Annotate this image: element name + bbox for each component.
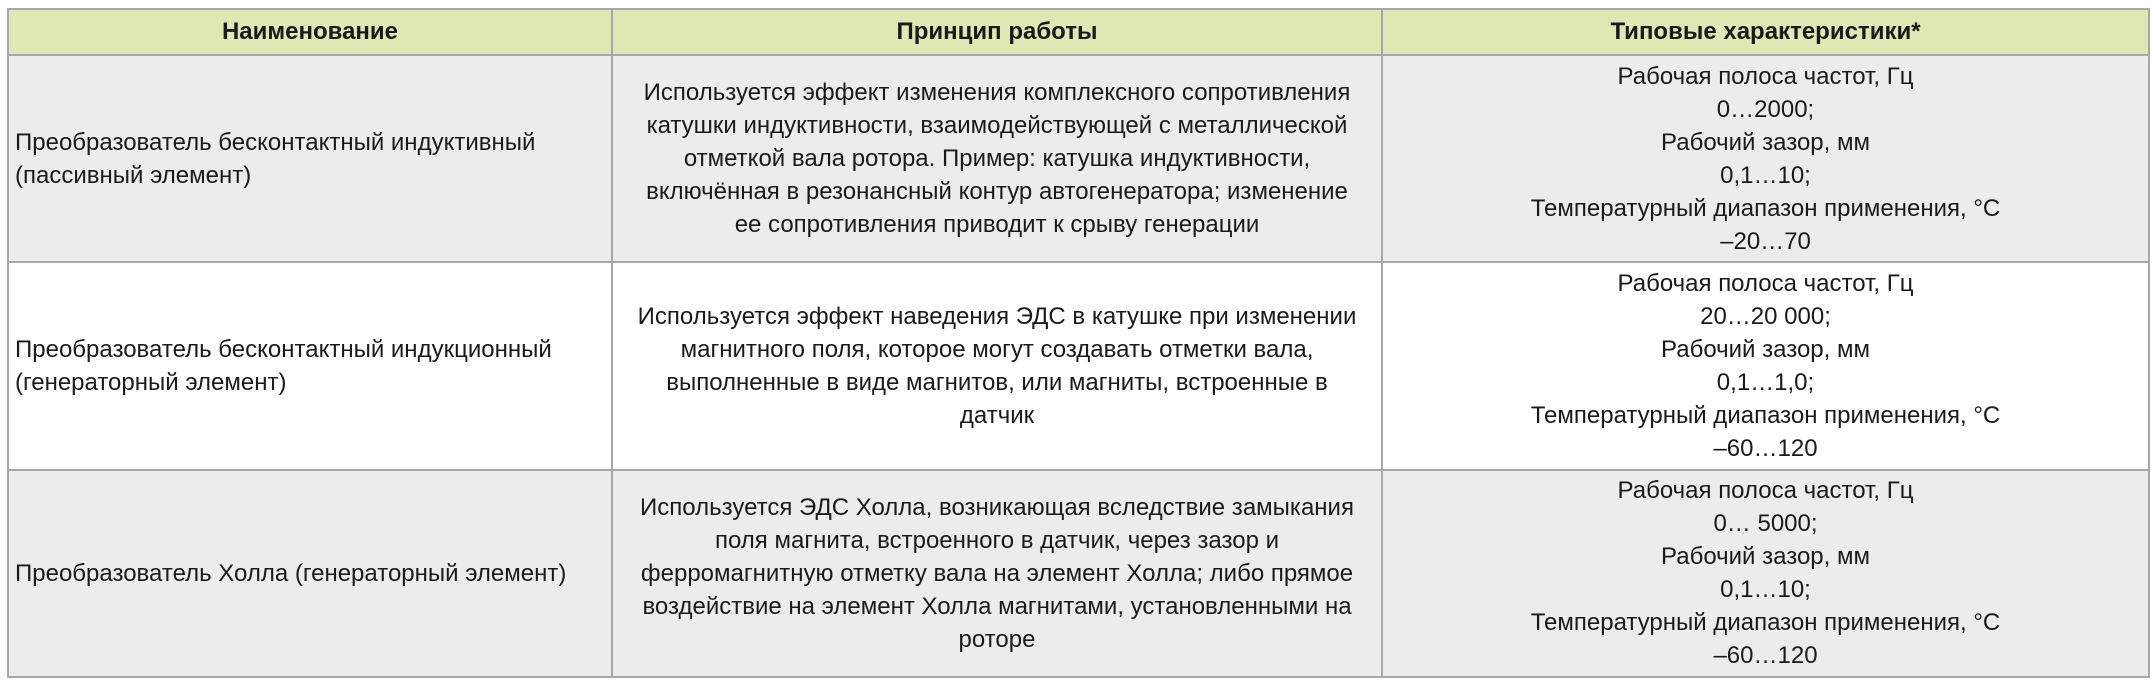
spec-line: 0… 5000; <box>1713 510 1818 538</box>
spec-line: –60…120 <box>1713 642 1818 670</box>
principle-line: отметкой вала ротора. Пример: катушка индуктивности, <box>683 145 1311 173</box>
sensor-comparison-table-container <box>7 8 2148 678</box>
principle-line: Используется ЭДС Холла, возникающая вследствие замыкания <box>640 493 1354 521</box>
principle-line: выполненные в виде магнитов, или магниты, встроенные в <box>666 368 1328 396</box>
spec-line: –20…70 <box>1720 227 1811 255</box>
principle-line: ферромагнитную отметку вала на элемент Холла; либо прямое <box>640 559 1354 587</box>
principle-line: воздействие на элемент Холла магнитами, установленными на <box>642 592 1352 620</box>
name-line: Преобразователь Холла (генераторный элемент) <box>15 559 567 587</box>
principle-line: датчик <box>959 401 1035 429</box>
spec-line: Рабочая полоса частот, Гц <box>1617 477 1914 505</box>
principle-line: Используется эффект наведения ЭДС в катушке при изменении <box>637 302 1357 330</box>
table-row <box>8 55 2149 262</box>
cell-name <box>8 262 612 469</box>
name-line: Преобразователь бесконтактный индукционный <box>15 335 552 363</box>
cell-specs <box>1382 262 2149 469</box>
spec-line: Рабочий зазор, мм <box>1661 128 1870 156</box>
spec-line: 0,1…1,0; <box>1716 368 1815 396</box>
cell-principle <box>612 262 1382 469</box>
header-name: Наименование <box>8 9 612 55</box>
principle-line: роторе <box>958 625 1036 653</box>
spec-line: 0,1…10; <box>1720 161 1811 189</box>
cell-principle <box>612 470 1382 677</box>
cell-principle <box>612 55 1382 262</box>
table-row <box>8 470 2149 677</box>
name-line: Преобразователь бесконтактный индуктивный <box>15 128 536 156</box>
spec-line: Рабочая полоса частот, Гц <box>1617 269 1914 297</box>
spec-line: Температурный диапазон применения, °С <box>1530 401 2001 429</box>
spec-line: Рабочий зазор, мм <box>1661 543 1870 571</box>
name-line: (пассивный элемент) <box>15 161 252 189</box>
principle-line: ее сопротивления приводит к срыву генерации <box>734 211 1260 239</box>
table-row <box>8 262 2149 469</box>
cell-specs <box>1382 470 2149 677</box>
spec-line: 0…2000; <box>1716 95 1815 123</box>
principle-line: катушки индуктивности, взаимодействующей с металлической <box>646 112 1348 140</box>
principle-line: включённая в резонансный контур автогенератора; изменение <box>646 178 1348 206</box>
spec-line: –60…120 <box>1713 434 1818 462</box>
spec-line: 0,1…10; <box>1720 576 1811 604</box>
spec-line: Рабочий зазор, мм <box>1661 335 1870 363</box>
principle-line: поля магнита, встроенного в датчик, через зазор и <box>714 526 1280 554</box>
cell-name <box>8 55 612 262</box>
spec-line: Температурный диапазон применения, °С <box>1530 194 2001 222</box>
spec-line: Рабочая полоса частот, Гц <box>1617 62 1914 90</box>
principle-line: магнитного поля, которое могут создавать отметки вала, <box>680 335 1314 363</box>
principle-line: Используется эффект изменения комплексного сопротивления <box>643 79 1351 107</box>
spec-line: Температурный диапазон применения, °С <box>1530 609 2001 637</box>
header-principle: Принцип работы <box>612 9 1382 55</box>
table-header-row <box>8 9 2149 55</box>
cell-name <box>8 470 612 677</box>
cell-specs <box>1382 55 2149 262</box>
sensor-comparison-table <box>7 8 2150 678</box>
header-specs: Типовые характеристики* <box>1382 9 2149 55</box>
spec-line: 20…20 000; <box>1700 302 1831 330</box>
name-line: (генераторный элемент) <box>15 368 287 396</box>
